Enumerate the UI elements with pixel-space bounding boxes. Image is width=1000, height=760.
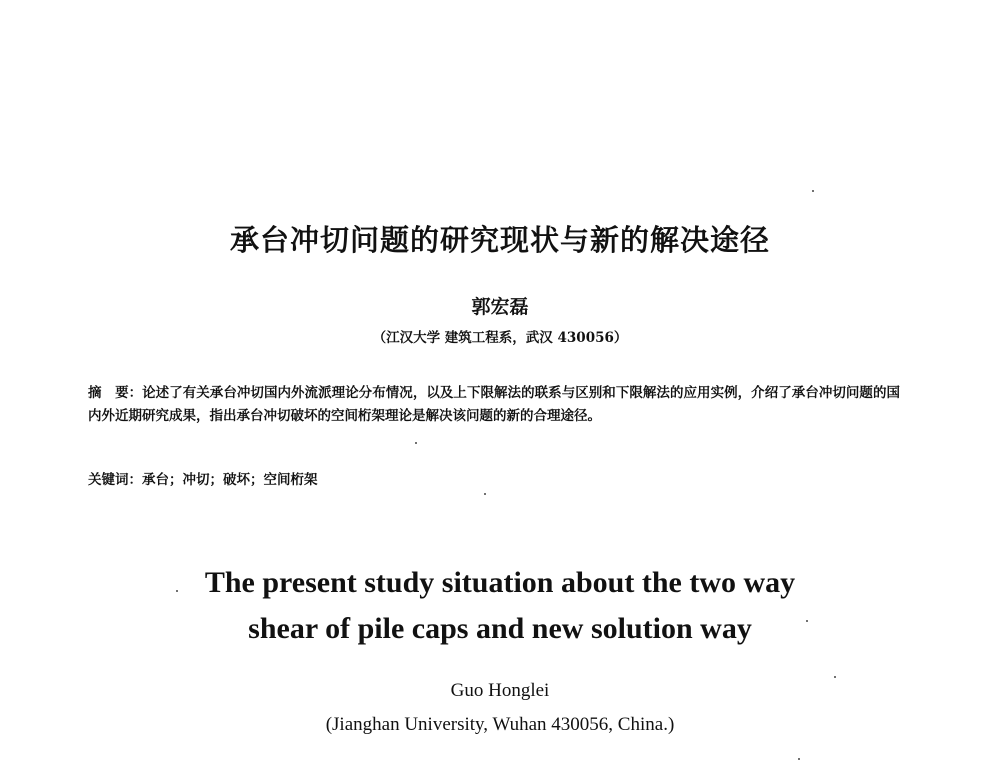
english-author: Guo Honglei	[450, 680, 550, 701]
abstract-text: 论述了有关承台冲切国内外流派理论分布情况，以及上下限解法的联系与区别和下限解法的应用实例，介绍了承台冲切问题的国内外近期研究成果，指出承台冲切破坏的空间桁架理论是解决该问题的新的合理途径。	[88, 385, 901, 424]
scan-speck	[176, 590, 178, 592]
english-title	[0, 560, 1000, 652]
chinese-keywords	[88, 468, 900, 488]
scan-speck	[812, 190, 814, 192]
scan-speck	[415, 442, 417, 444]
chinese-title: 承台冲切问题的研究现状与新的解决途径	[229, 223, 770, 257]
scan-speck	[834, 676, 836, 678]
scan-speck	[484, 493, 486, 495]
scan-speck	[806, 620, 808, 622]
abstract-label: 摘 要：	[88, 385, 143, 401]
chinese-abstract	[88, 382, 900, 428]
keywords-text: 承台；冲切；破坏；空间桁架	[142, 472, 318, 488]
english-title-line-1: The present study situation about the two way	[204, 566, 796, 599]
english-title-line-2: shear of pile caps and new solution way	[248, 612, 752, 645]
english-affiliation: (Jianghan University, Wuhan 430056, China.)	[325, 714, 675, 735]
chinese-author: 郭宏磊	[471, 296, 529, 318]
keywords-label: 关键词：	[88, 472, 142, 488]
chinese-affiliation: （江汉大学 建筑工程系，武汉 430056）	[372, 330, 628, 346]
